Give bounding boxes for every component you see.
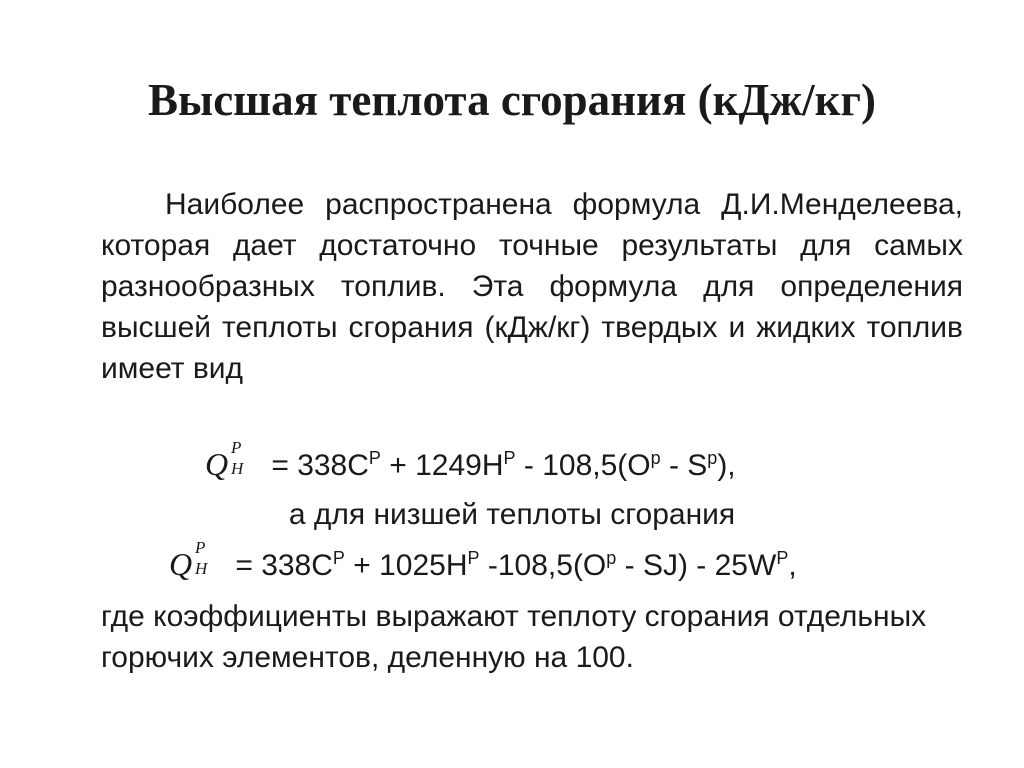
formula-term: = 338C bbox=[263, 449, 369, 482]
formula-term: + 1025H bbox=[344, 549, 468, 582]
formula-superscript: P bbox=[368, 448, 381, 468]
formula-superscript: p bbox=[707, 448, 718, 468]
formula-term: = 338C bbox=[227, 549, 333, 582]
formula-term: - SJ) - 25W bbox=[616, 549, 777, 582]
formula-term: -108,5(O bbox=[479, 549, 607, 582]
formula-superscript: P bbox=[503, 448, 516, 468]
formula-term: - S bbox=[660, 449, 708, 482]
formula-superscript: p bbox=[650, 448, 661, 468]
formula-symbol-letter: Q bbox=[205, 446, 229, 482]
low-heat-label: а для низшей теплоты сгорания bbox=[288, 498, 736, 531]
formula-term: , bbox=[788, 549, 797, 582]
formula-symbol-superscript: P bbox=[195, 538, 206, 557]
formula-symbol-subscript: H bbox=[195, 559, 208, 578]
intro-paragraph: Наиболее распространена формула Д.И.Менделеева, которая дает достаточно точные результаты для самых разнообразных топлив. Эта формула для определения высшей теплоты сгорания (кДж/кг) твердых и жидких топлив имеет вид bbox=[101, 188, 963, 385]
formula-term: ), bbox=[717, 449, 736, 482]
formula-symbol-superscript: P bbox=[231, 438, 242, 457]
formula-superscript: p bbox=[606, 548, 617, 568]
slide-title: Высшая теплота сгорания (кДж/кг) bbox=[148, 75, 876, 125]
formula-superscript: P bbox=[776, 548, 789, 568]
formula-symbol bbox=[205, 438, 263, 483]
formula-symbol-letter: Q bbox=[169, 546, 193, 582]
formula-symbol bbox=[169, 538, 227, 583]
low-heat-formula bbox=[169, 538, 797, 586]
formula-superscript: P bbox=[332, 548, 345, 568]
closing-text: где коэффициенты выражают теплоту сгорания отдельных горючих элементов, деленную на 100. bbox=[101, 600, 927, 674]
body-text bbox=[101, 184, 963, 389]
formula-superscript: P bbox=[467, 548, 480, 568]
formula-symbol-subscript: H bbox=[231, 459, 244, 478]
high-heat-formula bbox=[205, 438, 736, 486]
formula-term: - 108,5(O bbox=[515, 449, 651, 482]
formula-term: + 1249H bbox=[380, 449, 504, 482]
